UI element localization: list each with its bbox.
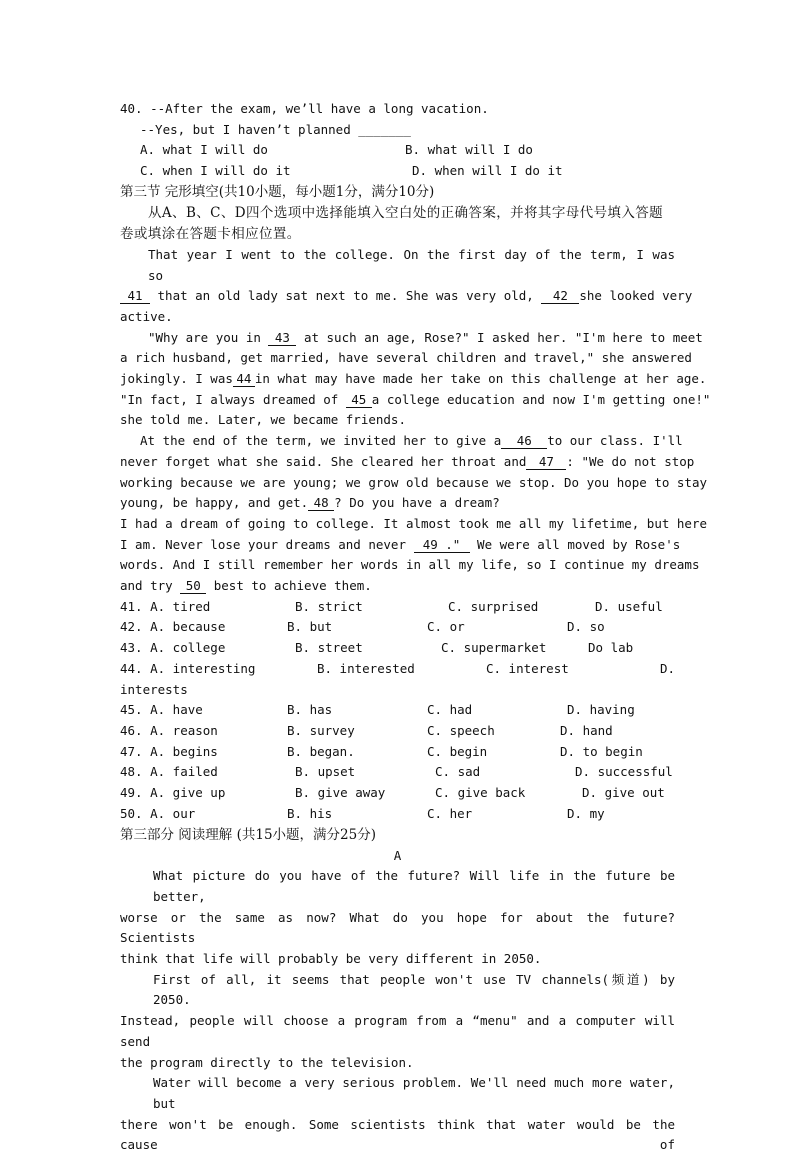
q40-option-d: D. when will I do it xyxy=(412,163,563,179)
cloze-p1-line1: That year I went to the college. On the first day of the term, I was so xyxy=(148,246,675,283)
cloze-p2-line2: a rich husband, get married, have several children and travel," she answered xyxy=(120,350,692,366)
reading-heading: 第三部分 阅读理解 (共15小题，满分25分) xyxy=(120,826,376,843)
reading-p2-line3: the program directly to the television. xyxy=(120,1054,414,1070)
options-42: 42. A. because B. but C. or D. so xyxy=(120,619,605,635)
q40-option-c: C. when I will do it xyxy=(140,163,291,179)
cloze-p3-line3: working because we are young; we grow old because we stop. Do you hope to stay xyxy=(120,474,707,490)
cloze-p3-line4: young, be happy, and get. 48 ? Do you have a dream? xyxy=(120,495,500,511)
reading-section-label: A xyxy=(393,847,402,863)
cloze-heading: 第三节 完形填空(共10小题，每小题1分，满分10分) xyxy=(120,183,435,200)
blank-44: 44 xyxy=(233,372,255,387)
reading-p3-line1: Water will become a very serious problem. We'll need much more water, but xyxy=(153,1075,675,1111)
blank-50: 50 xyxy=(180,579,206,594)
options-50: 50. A. our B. his C. her D. my xyxy=(120,805,605,821)
reading-p2-line1: First of all, it seems that people won't use TV channels(频道) by 2050. xyxy=(153,971,675,1008)
options-49: 49. A. give up B. give away C. give back D. give out xyxy=(120,785,665,801)
cloze-p2-line4: "In fact, I always dreamed of 45 a college education and now I'm getting one!" xyxy=(120,391,711,407)
cloze-p3-line6: I am. Never lose your dreams and never 49 ." We were all moved by Rose's xyxy=(120,536,681,552)
blank-45: 45 xyxy=(346,393,372,408)
options-44-cont: interests xyxy=(120,681,188,697)
cloze-p3-line1: At the end of the term, we invited her to give a 46 to our class. I'll xyxy=(140,433,683,449)
blank-43: 43 xyxy=(268,331,296,346)
reading-p3-line2: there won't be enough. Some scientists think that water would be the cause of xyxy=(120,1116,675,1153)
blank-46: 46 xyxy=(501,434,547,449)
q40-option-a: A. what I will do xyxy=(140,142,268,158)
options-41: 41. A. tired B. strict C. surprised D. useful xyxy=(120,598,663,614)
blank-41: 41 xyxy=(120,289,150,304)
reading-p2-line2: Instead, people will choose a program from a “menu" and a computer will send xyxy=(120,1013,675,1049)
blank-49: 49 ." xyxy=(414,538,470,553)
options-48: 48. A. failed B. upset C. sad D. successful xyxy=(120,764,673,780)
exam-page xyxy=(120,99,711,1156)
options-45: 45. A. have B. has C. had D. having xyxy=(120,702,635,718)
options-43: 43. A. college B. street C. supermarket Do lab xyxy=(120,640,634,656)
blank-47: 47 xyxy=(526,455,566,470)
options-44: 44. A. interesting B. interested C. interest D. xyxy=(120,660,676,676)
cloze-p2-line5: she told me. Later, we became friends. xyxy=(120,412,406,428)
blank-48: 48 xyxy=(308,496,334,511)
options-46: 46. A. reason B. survey C. speech D. hand xyxy=(120,722,613,738)
reading-p1-line2: worse or the same as now? What do you hope for about the future? Scientists xyxy=(120,909,675,946)
cloze-instruction: 从A、B、C、D四个选项中选择能填入空白处的正确答案，并将其字母代号填入答题卷或填涂在答题卡相应位置。 xyxy=(120,204,664,242)
q40-options-row2 xyxy=(120,161,675,182)
cloze-p3-line7: words. And I still remember her words in all my life, so I continue my dreams xyxy=(120,557,700,573)
options-47: 47. A. begins B. began. C. begin D. to begin xyxy=(120,743,643,759)
q40-stem: 40. --After the exam, we’ll have a long vacation. xyxy=(120,101,489,116)
q40-option-b: B. what will I do xyxy=(405,142,533,158)
cloze-p2-line1: "Why are you in 43 at such an age, Rose?" I asked her. "I'm here to meet xyxy=(148,329,703,345)
reading-p1-line3: think that life will probably be very different in 2050. xyxy=(120,951,542,967)
reading-p1-line1: What picture do you have of the future? Will life in the future be better, xyxy=(153,868,675,904)
blank-42: 42 xyxy=(541,289,579,304)
cloze-p3-line8: and try 50 best to achieve them. xyxy=(120,578,372,594)
cloze-p3-line5: I had a dream of going to college. It almost took me all my lifetime, but here xyxy=(120,515,707,531)
cloze-p3-line2: never forget what she said. She cleared her throat and 47 : "We do not stop xyxy=(120,453,695,469)
q40-options-row1 xyxy=(120,140,675,161)
cloze-p1-line2: 41 that an old lady sat next to me. She was very old, 42 she looked very xyxy=(120,286,675,307)
q40-reply: --Yes, but I haven’t planned _______ xyxy=(140,121,411,137)
cloze-p1-line3: active. xyxy=(120,308,173,324)
cloze-p2-line3: jokingly. I was 44 in what may have made her take on this challenge at her age. xyxy=(120,371,707,387)
